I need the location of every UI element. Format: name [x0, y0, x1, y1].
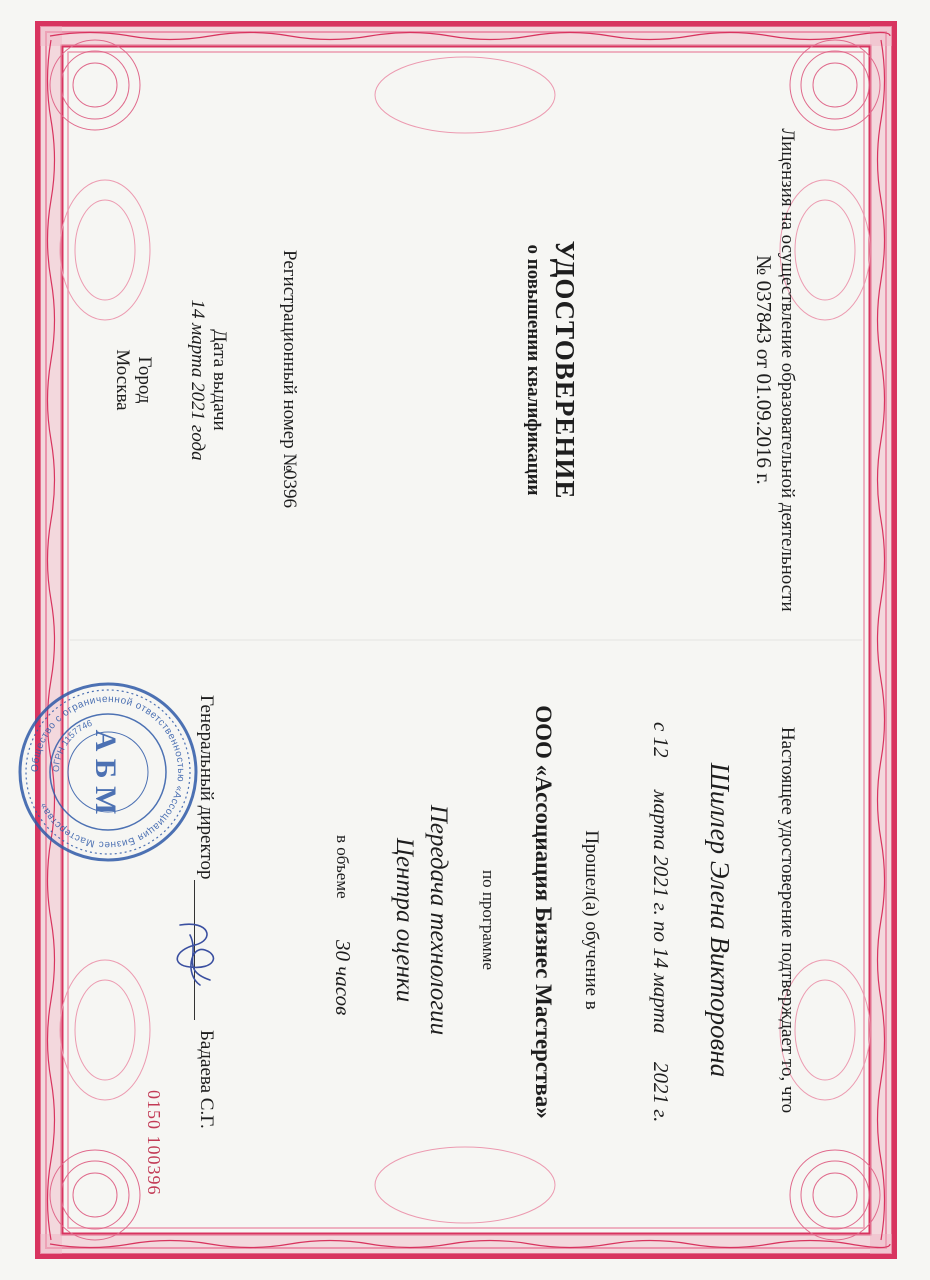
program-label: по программе	[479, 869, 498, 971]
certificate-subtitle: о повышении квалификации	[523, 244, 544, 496]
stamp-center-text: А Б М	[89, 729, 122, 815]
volume-value: 30 часов	[331, 940, 355, 1016]
stamp-ring-text: Общество с ограниченной ответственностью «Ассоциация Бизнес Мастерства»	[29, 693, 187, 851]
issue-date-label: Дата выдачи	[209, 329, 230, 431]
director-signature	[160, 915, 230, 995]
director-title: Генеральный директор	[196, 695, 217, 880]
period-end: 2021 г.	[649, 1062, 673, 1123]
registration-number: 0396	[279, 470, 300, 508]
trained-in-label: Прошел(а) обучение в	[581, 830, 602, 1010]
program-title-line-2: Центра оценки	[391, 837, 418, 1003]
stamp-ogrn-text: ОГРН 1157746	[50, 717, 94, 773]
volume-label: в объеме	[333, 835, 352, 899]
city-label: Город	[134, 356, 155, 404]
serial-number: 0150 100396	[144, 1090, 164, 1196]
period-from: с 12	[649, 722, 673, 758]
license-line-2: № 037843 от 01.09.2016 г.	[752, 255, 776, 485]
license-line-1: Лицензия на осуществление образовательной деятельности	[777, 128, 798, 612]
organization-stamp	[8, 672, 208, 872]
organization-name: ООО «Ассоциация Бизнес Мастерства»	[531, 705, 556, 1119]
period-middle: марта 2021 г. по 14 марта	[649, 790, 673, 1034]
intro-text: Настоящее удостоверение подтверждает то, что	[777, 726, 798, 1114]
person-name: Шиллер Элена Викторовна	[705, 762, 735, 1078]
certificate-title: УДОСТОВЕРЕНИЕ	[550, 240, 580, 500]
issue-date-value: 14 марта 2021 года	[187, 299, 208, 461]
director-name: Бадаева С.Г.	[196, 1030, 217, 1129]
registration-label: Регистрационный номер №	[279, 250, 300, 472]
city-value: Москва	[112, 349, 133, 411]
program-title-line-1: Передача технологии	[425, 804, 452, 1036]
